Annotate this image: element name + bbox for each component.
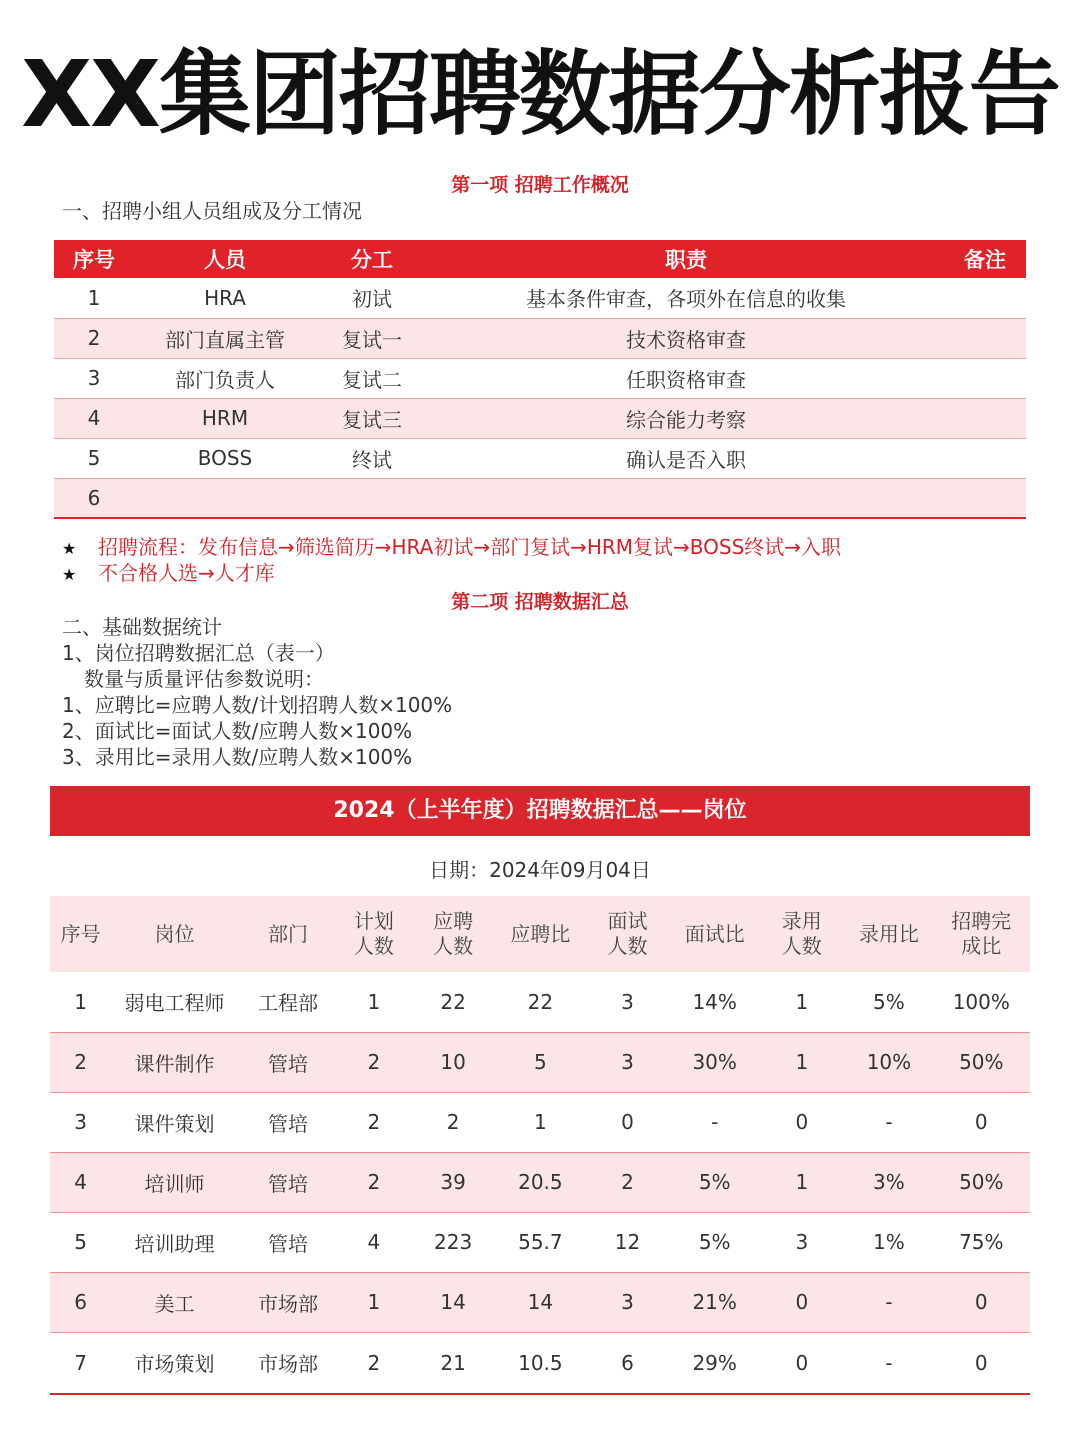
team-header-cell: 序号 <box>54 240 134 278</box>
table-row <box>50 1212 1030 1272</box>
table-cell: 管培 <box>238 1212 339 1272</box>
header-text: 序号 <box>60 921 101 946</box>
header-text: 面试 <box>607 909 648 933</box>
table-cell: 29% <box>671 1332 758 1394</box>
header-text: 人数 <box>781 934 822 958</box>
summary-banner: 2024（上半年度）招聘数据汇总——岗位 <box>50 786 1030 836</box>
table-cell: - <box>845 1272 932 1332</box>
section1-subheading: 一、招聘小组人员组成及分工情况 <box>62 199 362 223</box>
position-header-cell <box>338 896 409 972</box>
table-cell: 2 <box>410 1092 497 1152</box>
position-header-cell <box>497 896 584 972</box>
header-text: 人数 <box>433 934 474 958</box>
table-cell: 223 <box>410 1212 497 1272</box>
table-cell: 3 <box>584 1032 671 1092</box>
table-cell: 6 <box>584 1332 671 1394</box>
table-cell: 14 <box>497 1272 584 1332</box>
table-cell: 0 <box>933 1272 1030 1332</box>
talent-pool-note-text: 不合格人选→人才库 <box>98 561 275 585</box>
header-text: 成比 <box>961 934 1002 958</box>
position-table-header <box>50 896 1030 972</box>
table-cell: 部门负责人 <box>134 358 316 398</box>
table-row <box>50 1152 1030 1212</box>
table-cell: 部门直属主管 <box>134 318 316 358</box>
table-cell: 6 <box>50 1272 111 1332</box>
table-cell: 课件策划 <box>111 1092 237 1152</box>
star-icon: ★ <box>62 539 77 558</box>
table-row <box>54 438 1026 478</box>
table-cell: 2 <box>584 1152 671 1212</box>
position-header-cell <box>671 896 758 972</box>
stats-line: 二、基础数据统计 <box>62 615 222 639</box>
team-header-cell: 备注 <box>944 240 1026 278</box>
table-cell: 市场部 <box>238 1332 339 1394</box>
table-cell: 1 <box>758 972 845 1032</box>
table-cell: 21 <box>410 1332 497 1394</box>
team-header-cell: 职责 <box>428 240 944 278</box>
header-text: 招聘完 <box>951 909 1012 933</box>
table-row <box>50 1032 1030 1092</box>
table-cell: 1% <box>845 1212 932 1272</box>
position-header-cell <box>933 896 1030 972</box>
stats-line: 2、面试比=面试人数/应聘人数×100% <box>62 719 413 743</box>
star-icon: ★ <box>62 565 77 584</box>
table-cell: 2 <box>338 1332 409 1394</box>
table-cell: 市场策划 <box>111 1332 237 1394</box>
table-cell: 4 <box>54 398 134 438</box>
table-cell: 14 <box>410 1272 497 1332</box>
table-cell: 14% <box>671 972 758 1032</box>
table-cell: 综合能力考察 <box>428 398 944 438</box>
table-cell: 39 <box>410 1152 497 1212</box>
table-row <box>54 398 1026 438</box>
table-cell <box>944 278 1026 318</box>
table-cell: 初试 <box>316 278 428 318</box>
table-cell <box>944 358 1026 398</box>
table-cell: 2 <box>54 318 134 358</box>
table-cell: 0 <box>758 1272 845 1332</box>
team-table-header <box>54 240 1026 278</box>
table-cell: 1 <box>54 278 134 318</box>
table-cell: 弱电工程师 <box>111 972 237 1032</box>
table-cell: 5 <box>50 1212 111 1272</box>
header-text: 部门 <box>267 921 308 946</box>
report-date: 日期：2024年09月04日 <box>429 858 651 882</box>
table-cell: 复试三 <box>316 398 428 438</box>
table-cell: 0 <box>758 1092 845 1152</box>
table-cell: 3 <box>54 358 134 398</box>
table-row <box>54 318 1026 358</box>
table-cell: 2 <box>50 1032 111 1092</box>
table-cell: 0 <box>584 1092 671 1152</box>
table-cell: 4 <box>50 1152 111 1212</box>
table-cell: 管培 <box>238 1152 339 1212</box>
table-row <box>54 358 1026 398</box>
table-cell: 100% <box>933 972 1030 1032</box>
table-cell: 1 <box>758 1152 845 1212</box>
table-cell: 3 <box>50 1092 111 1152</box>
table-cell: 技术资格审查 <box>428 318 944 358</box>
table-cell: 培训师 <box>111 1152 237 1212</box>
table-cell: - <box>671 1092 758 1152</box>
table-cell: 2 <box>338 1092 409 1152</box>
table-cell: 4 <box>338 1212 409 1272</box>
table-cell: 3 <box>584 1272 671 1332</box>
table-cell: - <box>845 1092 932 1152</box>
table-cell: 12 <box>584 1212 671 1272</box>
table-cell: 50% <box>933 1032 1030 1092</box>
table-cell <box>944 398 1026 438</box>
table-cell: 1 <box>338 972 409 1032</box>
header-text: 应聘 <box>433 909 474 933</box>
table-cell <box>944 478 1026 518</box>
table-cell: 30% <box>671 1032 758 1092</box>
position-header-cell <box>758 896 845 972</box>
table-cell: 10.5 <box>497 1332 584 1394</box>
table-cell: 22 <box>497 972 584 1032</box>
header-text: 计划 <box>353 909 394 933</box>
table-cell: 3% <box>845 1152 932 1212</box>
table-cell: 终试 <box>316 438 428 478</box>
header-text: 应聘比 <box>510 921 571 946</box>
table-cell: 50% <box>933 1152 1030 1212</box>
position-header-cell <box>410 896 497 972</box>
position-table <box>50 896 1030 1395</box>
table-cell: 21% <box>671 1272 758 1332</box>
process-note <box>62 534 841 562</box>
table-cell: 市场部 <box>238 1272 339 1332</box>
table-cell: 1 <box>497 1092 584 1152</box>
table-cell: 10% <box>845 1032 932 1092</box>
team-header-cell: 分工 <box>316 240 428 278</box>
table-cell: - <box>845 1332 932 1394</box>
table-cell: 0 <box>933 1332 1030 1394</box>
table-row <box>50 1272 1030 1332</box>
position-header-cell <box>111 896 237 972</box>
team-table <box>54 240 1026 519</box>
table-cell: 管培 <box>238 1032 339 1092</box>
position-header-cell <box>50 896 111 972</box>
table-cell <box>944 438 1026 478</box>
table-cell: 复试一 <box>316 318 428 358</box>
table-cell: 0 <box>758 1332 845 1394</box>
table-cell: HRM <box>134 398 316 438</box>
team-header-cell: 人员 <box>134 240 316 278</box>
report-title: XX集团招聘数据分析报告 <box>21 41 1059 148</box>
table-row <box>50 1332 1030 1394</box>
table-cell <box>134 478 316 518</box>
table-cell: 课件制作 <box>111 1032 237 1092</box>
table-cell: 任职资格审查 <box>428 358 944 398</box>
table-cell: 20.5 <box>497 1152 584 1212</box>
table-cell: 1 <box>338 1272 409 1332</box>
table-cell <box>428 478 944 518</box>
table-row <box>50 1092 1030 1152</box>
table-cell: 确认是否入职 <box>428 438 944 478</box>
stats-line: 数量与质量评估参数说明： <box>84 667 324 691</box>
table-cell: 5% <box>671 1152 758 1212</box>
table-cell: 工程部 <box>238 972 339 1032</box>
table-cell <box>316 478 428 518</box>
stats-line: 1、岗位招聘数据汇总（表一） <box>62 641 335 665</box>
stats-line: 3、录用比=录用人数/应聘人数×100% <box>62 745 413 769</box>
table-cell: 75% <box>933 1212 1030 1272</box>
table-cell: 管培 <box>238 1092 339 1152</box>
stats-line: 1、应聘比=应聘人数/计划招聘人数×100% <box>62 693 453 717</box>
table-row <box>50 972 1030 1032</box>
table-cell: 5 <box>497 1032 584 1092</box>
header-text: 录用比 <box>858 921 919 946</box>
section2-heading: 第二项 招聘数据汇总 <box>451 591 629 613</box>
table-cell: 22 <box>410 972 497 1032</box>
table-cell: 5% <box>845 972 932 1032</box>
table-cell: 复试二 <box>316 358 428 398</box>
position-header-cell <box>238 896 339 972</box>
header-text: 人数 <box>607 934 648 958</box>
position-header-cell <box>584 896 671 972</box>
table-cell: 5% <box>671 1212 758 1272</box>
table-row <box>54 278 1026 318</box>
table-cell: BOSS <box>134 438 316 478</box>
section1-heading: 第一项 招聘工作概况 <box>451 174 629 196</box>
table-cell: 10 <box>410 1032 497 1092</box>
table-cell: 3 <box>758 1212 845 1272</box>
table-cell: 6 <box>54 478 134 518</box>
position-header-cell <box>845 896 932 972</box>
table-cell: 3 <box>584 972 671 1032</box>
table-cell: 1 <box>50 972 111 1032</box>
table-cell: 5 <box>54 438 134 478</box>
table-cell: 培训助理 <box>111 1212 237 1272</box>
table-cell: 基本条件审查，各项外在信息的收集 <box>428 278 944 318</box>
table-cell: 2 <box>338 1032 409 1092</box>
table-cell: 0 <box>933 1092 1030 1152</box>
table-cell: 2 <box>338 1152 409 1212</box>
table-cell: 55.7 <box>497 1212 584 1272</box>
process-note-text: 招聘流程：发布信息→筛选简历→HRA初试→部门复试→HRM复试→BOSS终试→入职 <box>98 535 842 559</box>
table-cell: HRA <box>134 278 316 318</box>
header-text: 岗位 <box>154 921 195 946</box>
table-cell <box>944 318 1026 358</box>
table-row <box>54 478 1026 518</box>
table-cell: 美工 <box>111 1272 237 1332</box>
header-text: 面试比 <box>684 921 745 946</box>
header-text: 录用 <box>781 909 822 933</box>
table-cell: 7 <box>50 1332 111 1394</box>
table-cell: 1 <box>758 1032 845 1092</box>
header-text: 人数 <box>353 934 394 958</box>
talent-pool-note <box>62 560 275 588</box>
